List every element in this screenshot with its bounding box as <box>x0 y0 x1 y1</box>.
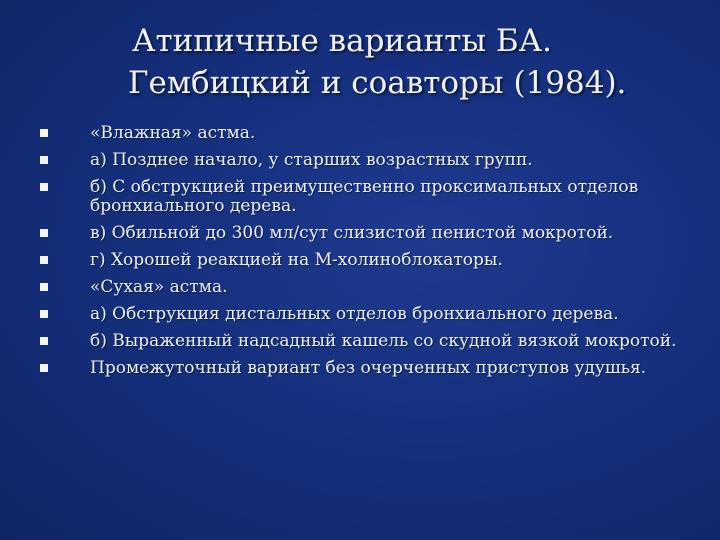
list-item <box>40 124 700 143</box>
bullet-text: а) Обструкция дистальных отделов бронхиального дерева. <box>90 304 619 324</box>
square-bullet-icon <box>40 364 48 372</box>
bullet-text: Промежуточный вариант без очерченных приступов удушья. <box>90 358 647 378</box>
list-item <box>40 224 700 243</box>
bullet-text: б) Выраженный надсадный кашель со скудной вязкой мокротой. <box>90 331 677 351</box>
bullet-text: а) Позднее начало, у старших возрастных групп. <box>90 150 533 170</box>
square-bullet-icon <box>40 310 48 318</box>
bullet-text: в) Обильной до 300 мл/сут слизистой пенистой мокротой. <box>90 223 614 243</box>
list-item <box>40 305 700 324</box>
list-item <box>40 151 700 170</box>
square-bullet-icon <box>40 183 48 191</box>
bullet-text: б) С обструкцией преимущественно проксимальных отделов бронхиального дерева. <box>90 177 639 216</box>
bullet-text: «Сухая» астма. <box>90 277 228 297</box>
slide-title-line-1: Атипичные варианты БА. <box>132 23 553 59</box>
square-bullet-icon <box>40 256 48 264</box>
bullet-text: г) Хорошей реакцией на М-холиноблокаторы. <box>90 250 503 270</box>
square-bullet-icon <box>40 129 48 137</box>
list-item <box>40 278 700 297</box>
square-bullet-icon <box>40 156 48 164</box>
list-item <box>40 359 700 378</box>
bullet-list <box>40 124 700 386</box>
list-item <box>40 332 700 351</box>
list-item <box>40 251 700 270</box>
square-bullet-icon <box>40 229 48 237</box>
square-bullet-icon <box>40 283 48 291</box>
bullet-text: «Влажная» астма. <box>90 123 256 143</box>
slide-title-line-2: Гембицкий и соавторы (1984). <box>128 65 627 101</box>
list-item <box>40 178 700 216</box>
slide-title <box>100 20 700 104</box>
square-bullet-icon <box>40 337 48 345</box>
